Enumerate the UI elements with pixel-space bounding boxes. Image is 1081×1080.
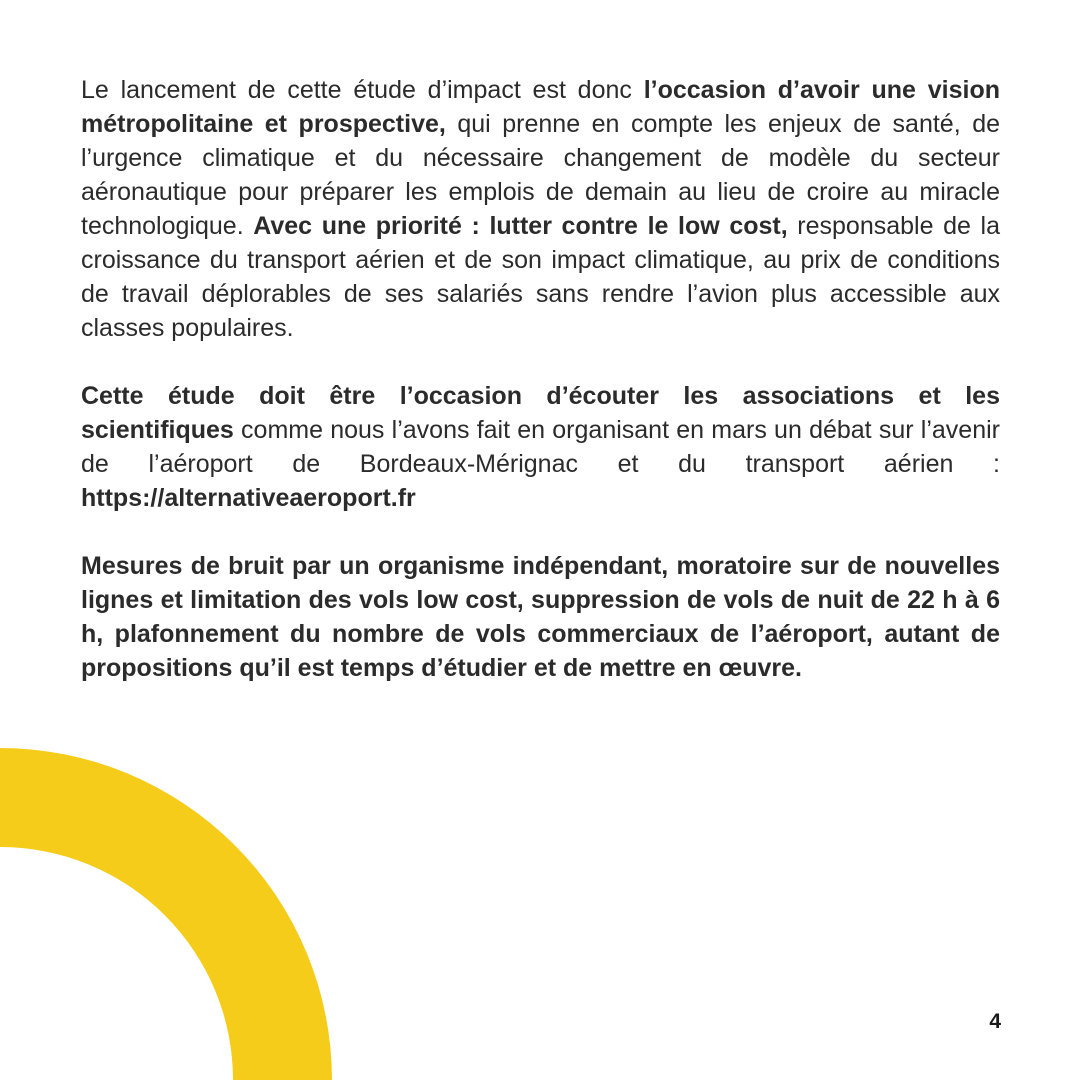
bold-segment: l’occasion d’avoir une vision métropolitaine et prospective,: [81, 76, 1000, 138]
text-segment: responsable de la croissance du transport aérien et de son impact climatique, au prix de conditions de travail déplorables de ses salariés sans rendre l’avion plus accessible aux classes populaires.: [81, 212, 1000, 342]
yellow-arc-decoration: [0, 748, 332, 1080]
text-segment: comme nous l’avons fait en organisant en mars un débat sur l’avenir de l’aéroport de Bordeaux-Mérignac et du transport aérien :: [81, 416, 1000, 478]
bold-segment: Mesures de bruit par un organisme indépendant, moratoire sur de nouvelles lignes et limitation des vols low cost, suppression de vols de nuit de 22 h à 6 h, plafonnement du nombre de vols commerciaux de l’aéroport, autant de propositions qu’il est temps d’étudier et de mettre en œuvre.: [81, 552, 1000, 682]
paragraph-2: [81, 379, 1000, 515]
text-segment: qui prenne en compte les enjeux de santé, de l’urgence climatique et du nécessaire changement de modèle du secteur aéronautique pour préparer les emplois de demain au lieu de croire au miracle technologique.: [81, 110, 1001, 240]
page-number: 4: [989, 1010, 1001, 1033]
text-segment: Le lancement de cette étude d’impact est donc: [81, 76, 644, 104]
bold-segment: Cette étude doit être l’occasion d’écouter les associations et les scientifiques: [81, 382, 1000, 444]
body-text: [81, 73, 1000, 719]
bold-segment: Avec une priorité : lutter contre le low cost,: [253, 212, 788, 240]
paragraph-3: [81, 549, 1000, 685]
paragraph-1: [81, 73, 1000, 345]
website-link[interactable]: https://alternativeaeroport.fr: [81, 484, 416, 512]
arc-shape: [0, 748, 332, 1080]
